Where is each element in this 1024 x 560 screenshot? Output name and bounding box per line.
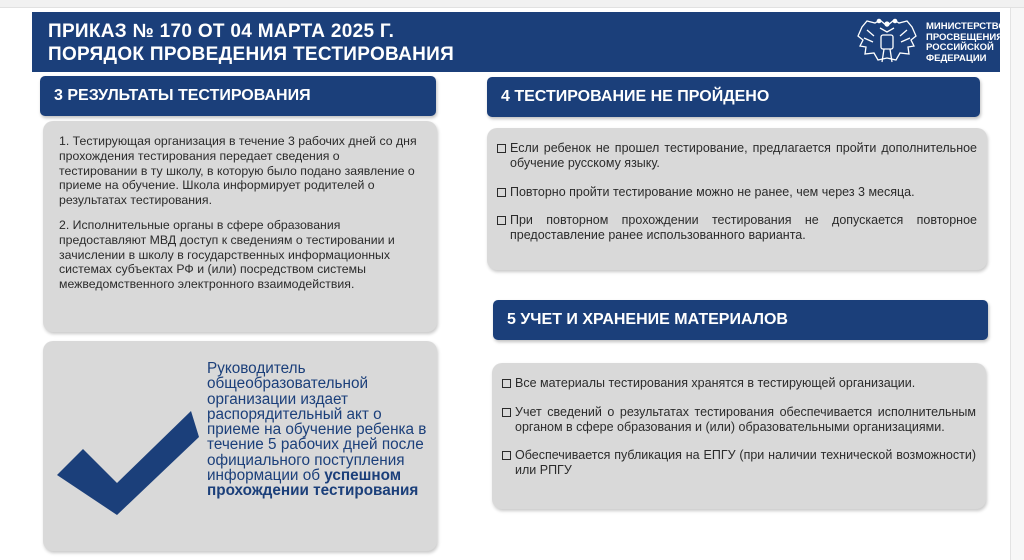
section-4-bullet-2 — [497, 185, 977, 200]
section-4-box — [487, 128, 987, 270]
section-5-bullet-1-text: Все материалы тестирования хранятся в тестирующей организации. — [515, 376, 916, 390]
section-4-bullet-3 — [497, 213, 977, 243]
section-4-bullet-1-text: Если ребенок не прошел тестирование, предлагается пройти дополнительное обучение русскому языку. — [510, 141, 977, 170]
director-box — [43, 341, 437, 551]
section-4-bullet-2-text: Повторно пройти тестирование можно не ранее, чем через 3 месяца. — [510, 184, 915, 199]
section-4-title: 4 ТЕСТИРОВАНИЕ НЕ ПРОЙДЕНО — [501, 88, 770, 105]
checkmark-icon — [49, 383, 209, 533]
director-text-plain: Руководитель общеобразовательной организации издает распорядительный акт о приеме на обучение ребенка в течение 5 рабочих дней после официального поступления информации об — [207, 360, 427, 485]
ministry-line-4: ФЕДЕРАЦИИ — [926, 52, 987, 64]
checkbox-bullet-icon — [497, 188, 506, 197]
section-3-box — [43, 121, 437, 332]
section-3-paragraph-1: 1. Тестирующая организация в течение 3 рабочих дней со дня прохождения тестирования передает сведения о тестировании в ту школу, в которую было подано заявление о приеме на обучение. Школа информирует родителей о результатах тестирования. — [59, 134, 417, 208]
section-5-bullet-2 — [502, 405, 976, 435]
slide-header — [32, 12, 1006, 72]
checkbox-bullet-icon — [502, 379, 511, 388]
title-line-2: ПОРЯДОК ПРОВЕДЕНИЯ ТЕСТИРОВАНИЯ — [48, 44, 455, 65]
section-3-paragraph-2: 2. Исполнительные органы в сфере образования предоставляют МВД доступ к сведениям о тестировании и зачислении в школу в государственных информационных системах субъектах РФ и (или) посредством системы межведомственного электронного взаимодействия. — [59, 217, 395, 292]
checkbox-bullet-icon — [502, 408, 511, 417]
section-4-bullet-3-text: При повторном прохождении тестирования не допускается повторное предоставление ранее использованного варианта. — [510, 213, 977, 243]
section-5-title: 5 УЧЕТ И ХРАНЕНИЕ МАТЕРИАЛОВ — [507, 311, 788, 328]
section-3-header — [40, 76, 436, 116]
section-5-bullet-2-text: Учет сведений о результатах тестирования обеспечивается исполнительным органом в сфере образования и (или) образовательными организациями. — [515, 404, 976, 434]
ministry-line-3: РОССИЙСКОЙ — [926, 42, 994, 53]
top-toolbar-strip — [0, 0, 1024, 8]
slide-title — [48, 20, 454, 66]
ministry-line-1: МИНИСТЕРСТВО — [926, 21, 1006, 32]
section-4-bullet-1 — [497, 141, 977, 171]
vertical-scrollbar[interactable] — [1010, 8, 1024, 560]
checkbox-bullet-icon — [502, 451, 511, 460]
director-text — [207, 361, 437, 499]
section-5-bullet-1 — [502, 376, 976, 391]
section-5-box — [492, 363, 986, 509]
eagle-emblem-icon — [854, 16, 920, 68]
checkbox-bullet-icon — [497, 144, 506, 153]
director-text-bold: успешном прохождении тестирования — [207, 467, 419, 500]
ministry-name — [926, 22, 1006, 64]
section-3-title: 3 РЕЗУЛЬТАТЫ ТЕСТИРОВАНИЯ — [54, 87, 311, 104]
section-5-header — [493, 300, 988, 340]
section-4-header — [487, 77, 980, 117]
section-5-bullet-3-text: Обеспечивается публикация на ЕПГУ (при наличии технической возможности) или РПГУ — [515, 448, 976, 478]
ministry-line-2: ПРОСВЕЩЕНИЯ — [926, 31, 1004, 43]
checkbox-bullet-icon — [497, 216, 506, 225]
section-5-bullet-3 — [502, 448, 976, 478]
title-line-1: ПРИКАЗ № 170 ОТ 04 МАРТА 2025 Г. — [48, 21, 395, 42]
ministry-logo — [854, 16, 1006, 68]
